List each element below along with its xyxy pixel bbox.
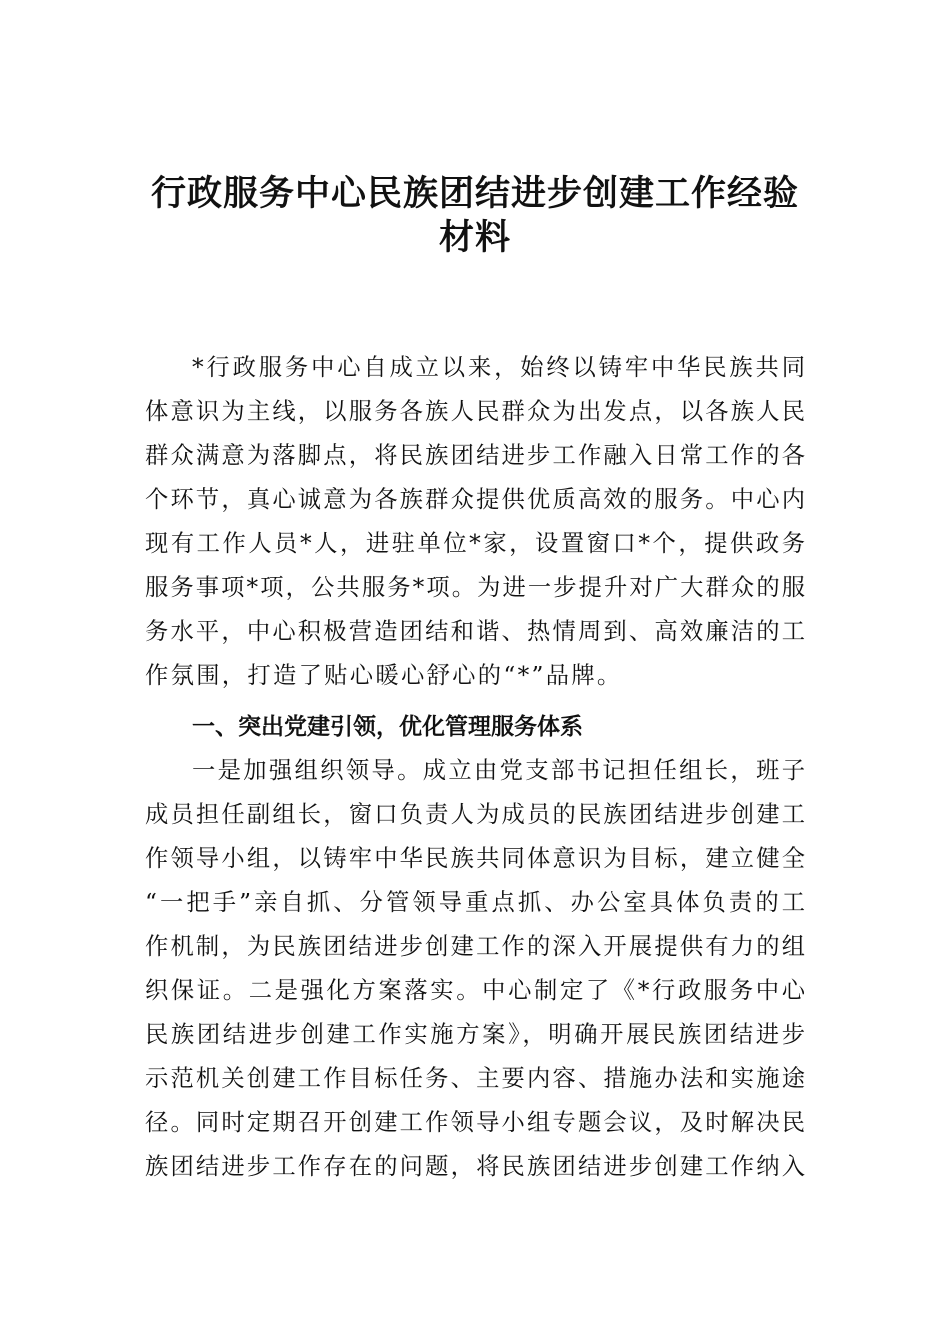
paragraph-line: 作领导小组，以铸牢中华民族共同体意识为目标，建立健全 [145, 845, 805, 872]
paragraph-line: 现有工作人员*人，进驻单位*家，设置窗口*个，提供政务 [145, 530, 805, 557]
paragraph-line: *行政服务中心自成立以来，始终以铸牢中华民族共同 [192, 354, 805, 381]
paragraph-line: 一是加强组织领导。成立由党支部书记担任组长，班子 [192, 757, 805, 784]
paragraph-line: 成员担任副组长，窗口负责人为成员的民族团结进步创建工 [145, 801, 805, 828]
paragraph-line: 族团结进步工作存在的问题，将民族团结进步创建工作纳入 [145, 1153, 805, 1180]
paragraph-line: 民族团结进步创建工作实施方案》，明确开展民族团结进步 [145, 1021, 805, 1048]
paragraph-line: 群众满意为落脚点，将民族团结进步工作融入日常工作的各 [145, 442, 805, 469]
paragraph-line: 体意识为主线，以服务各族人民群众为出发点，以各族人民 [145, 398, 805, 425]
paragraph-line: “一把手”亲自抓、分管领导重点抓、办公室具体负责的工 [145, 889, 805, 916]
paragraph-line: 径。同时定期召开创建工作领导小组专题会议，及时解决民 [145, 1109, 805, 1136]
document-title-line-2: 材料 [438, 218, 511, 258]
paragraph-line: 服务事项*项，公共服务*项。为进一步提升对广大群众的服 [145, 574, 805, 601]
paragraph-line: 作机制，为民族团结进步创建工作的深入开展提供有力的组 [145, 933, 805, 960]
document-title-line-1: 行政服务中心民族团结进步创建工作经验 [150, 174, 799, 214]
paragraph-line: 个环节，真心诚意为各族群众提供优质高效的服务。中心内 [145, 486, 805, 513]
section-heading: 一、突出党建引领，优化管理服务体系 [192, 714, 583, 740]
paragraph-line: 示范机关创建工作目标任务、主要内容、措施办法和实施途 [145, 1065, 805, 1092]
paragraph-line: 织保证。二是强化方案落实。中心制定了《*行政服务中心 [145, 977, 805, 1004]
paragraph-line: 务水平，中心积极营造团结和谐、热情周到、高效廉洁的工 [145, 618, 805, 645]
paragraph-line: 作氛围，打造了贴心暖心舒心的“*”品牌。 [145, 662, 623, 689]
